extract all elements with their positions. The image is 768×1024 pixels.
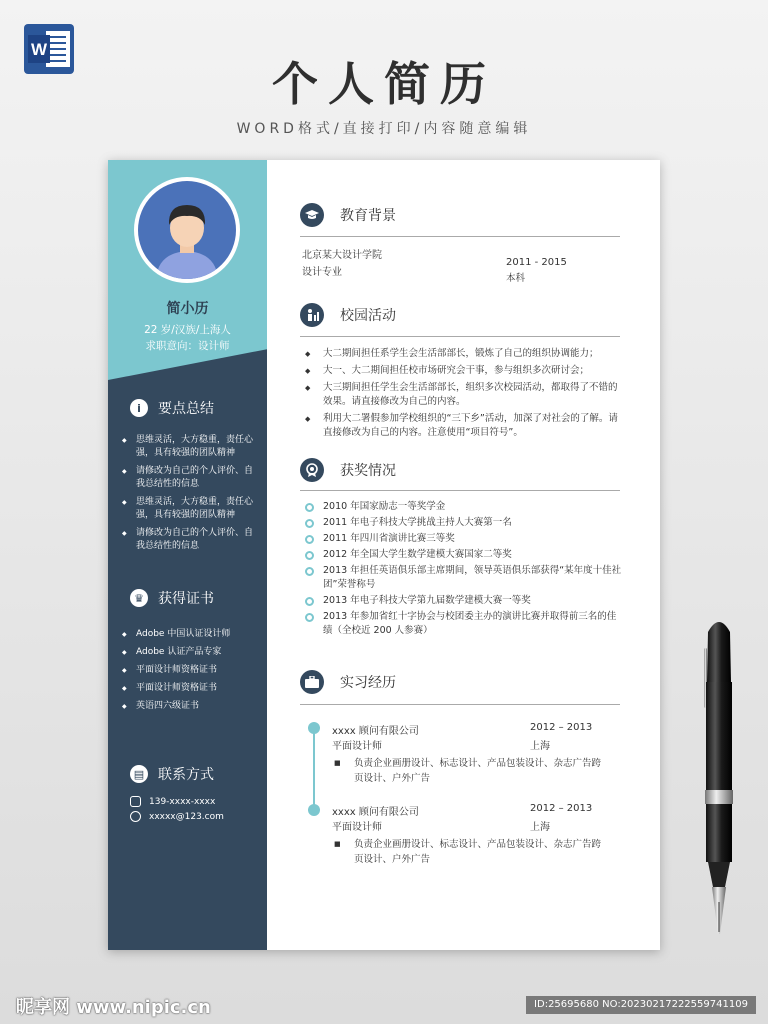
mail-icon: [130, 811, 141, 822]
campus-heading: 校园活动: [300, 303, 620, 327]
profile-info: 22 岁/汉族/上海人: [144, 324, 231, 336]
timeline-dot: [308, 722, 320, 734]
internship-heading: 实习经历: [300, 670, 620, 694]
contact-card-icon: ▤: [130, 765, 148, 783]
crown-icon: ♛: [130, 589, 148, 607]
profile-objective: 求职意向：设计师: [145, 340, 230, 352]
job-description: ■ 负责企业画册设计、标志设计、产品包装设计、杂志广告跨页设计、户外广告: [354, 837, 604, 867]
award-item: 2011 年电子科技大学挑战主持人大赛第一名: [303, 516, 623, 530]
graduation-cap-icon: [300, 203, 324, 227]
page-title: 个人简历: [272, 57, 496, 111]
education-divider: [300, 236, 620, 237]
contact-heading: ▤ 联系方式: [130, 764, 214, 784]
summary-heading: i 要点总结: [130, 398, 214, 418]
education-major: 设计专业: [302, 267, 342, 278]
job-role: 平面设计师: [332, 741, 382, 752]
award-item: 2013 年担任英语俱乐部主席期间，领导英语俱乐部获得“某年度十佳社团”荣誉称号: [303, 564, 623, 592]
certificate-item: ◆ 平面设计师资格证书: [122, 664, 260, 677]
campus-item: ◆ 大三期间担任学生会生活部部长，组织多次校园活动，都取得了不错的效果。请直接修改为自己的内容。: [303, 381, 623, 409]
contact-phone: 139-xxxx-xxxx: [130, 796, 215, 807]
timeline-line: [313, 728, 315, 810]
job-dates: 2012 – 2013: [530, 722, 593, 733]
page-subtitle: WORD格式/直接打印/内容随意编辑: [236, 121, 532, 137]
award-item: 2010 年国家励志一等奖学金: [303, 500, 623, 514]
sidebar: [108, 160, 267, 950]
job-company: xxxx 顾问有限公司: [332, 726, 419, 737]
education-degree: 本科: [506, 273, 526, 284]
contact-email: xxxxx@123.com: [130, 811, 224, 822]
summary-item: ◆ 思维灵活，大方稳重，责任心强，具有较强的团队精神: [122, 496, 260, 522]
campus-item: ◆ 利用大二署假参加学校组织的“三下乡”活动，加深了对社会的了解。请直接修改为自己的内容。注意使用“项目符号”。: [303, 412, 623, 440]
awards-heading: 获奖情况: [300, 458, 620, 482]
briefcase-icon: [300, 670, 324, 694]
certificate-item: ◆ Adobe 中国认证设计师: [122, 628, 260, 641]
education-school: 北京某大设计学院: [302, 250, 382, 261]
timeline-dot: [308, 804, 320, 816]
campus-item: ◆ 大一、大二期间担任校市场研究会干事，参与组织多次研讨会；: [303, 364, 623, 378]
info-icon: i: [130, 399, 148, 417]
campus-item: ◆ 大二期间担任系学生会生活部部长，锻炼了自己的组织协调能力；: [303, 347, 623, 361]
certificate-item: ◆ Adobe 认证产品专家: [122, 646, 260, 659]
job-dates: 2012 – 2013: [530, 803, 593, 814]
job-description: ■ 负责企业画册设计、标志设计、产品包装设计、杂志广告跨页设计、户外广告: [354, 756, 604, 786]
profile-name: 简小历: [166, 301, 209, 317]
award-item: 2011 年四川省演讲比赛三等奖: [303, 532, 623, 546]
job-role: 平面设计师: [332, 822, 382, 833]
avatar: [134, 177, 240, 283]
certificate-item: ◆ 英语四六级证书: [122, 700, 260, 713]
watermark-id: ID:25695680 NO:20230217222559741109: [526, 996, 756, 1014]
award-item: 2012 年全国大学生数学建模大赛国家二等奖: [303, 548, 623, 562]
job-company: xxxx 顾问有限公司: [332, 807, 419, 818]
word-logo-letter: W: [30, 40, 48, 59]
award-item: 2013 年电子科技大学第九届数学建模大赛一等奖: [303, 594, 623, 608]
education-heading: 教育背景: [300, 203, 620, 227]
medal-icon: [300, 458, 324, 482]
avatar-person-icon: [138, 181, 236, 279]
campus-divider: [300, 336, 620, 337]
certificate-item: ◆ 平面设计师资格证书: [122, 682, 260, 695]
certificates-heading: ♛ 获得证书: [130, 588, 214, 608]
summary-list: [122, 434, 260, 558]
awards-list: [303, 500, 623, 640]
education-period: 2011 - 2015: [506, 257, 567, 268]
awards-divider: [300, 490, 620, 491]
award-item: 2013 年参加省红十字协会与校团委主办的演讲比赛并取得前三名的佳绩（全校近 200 人参赛）: [303, 610, 623, 638]
fountain-pen-image: [694, 612, 744, 942]
watermark-site: 昵享网 www.nipic.cn: [16, 997, 211, 1018]
campus-list: [303, 347, 623, 443]
certificates-list: [122, 628, 260, 718]
summary-item: ◆ 请修改为自己的个人评价、自我总结性的信息: [122, 465, 260, 491]
job-city: 上海: [530, 741, 550, 752]
summary-item: ◆ 思维灵活，大方稳重，责任心强，具有较强的团队精神: [122, 434, 260, 460]
internship-divider: [300, 704, 620, 705]
activity-icon: [300, 303, 324, 327]
phone-icon: [130, 796, 141, 807]
summary-item: ◆ 请修改为自己的个人评价、自我总结性的信息: [122, 527, 260, 553]
job-city: 上海: [530, 822, 550, 833]
resume-sheet: [108, 160, 660, 950]
